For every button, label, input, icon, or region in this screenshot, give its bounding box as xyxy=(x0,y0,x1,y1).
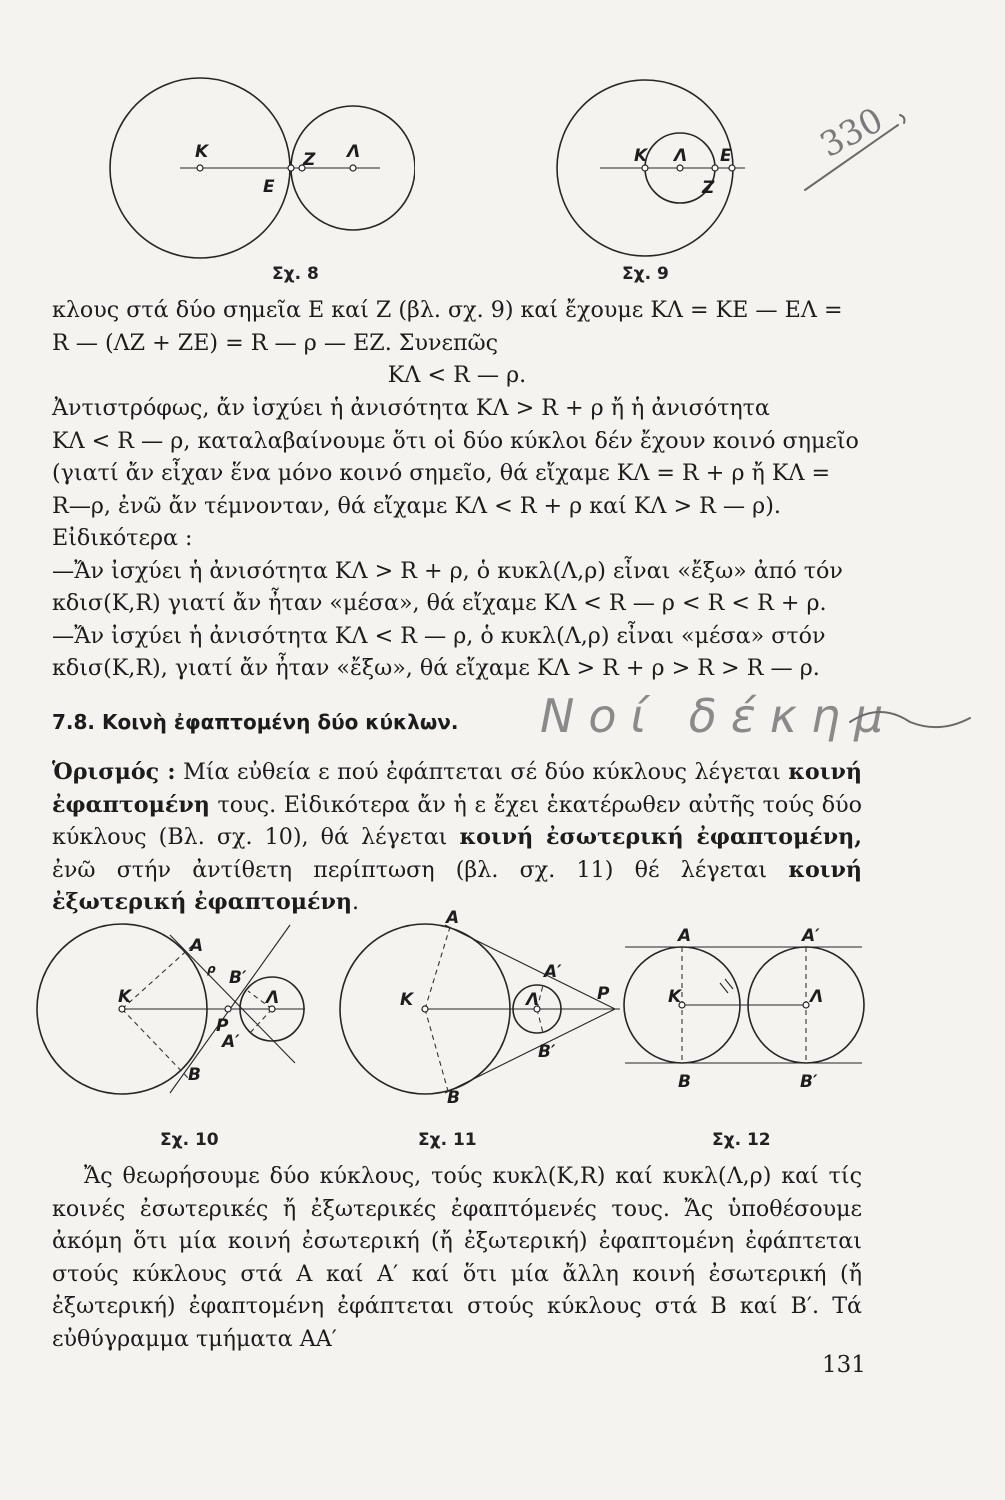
definition xyxy=(52,756,862,919)
fig12-label-a: Α xyxy=(678,926,692,946)
para2-line: ΚΛ < R — ρ, καταλαβαίνουμε ὅτι οἱ δύο κύκλοι δέν ἔχουν κοινό σημεῖο xyxy=(52,427,859,454)
fig12-label-k: Κ xyxy=(668,987,682,1007)
para3-text: Ἄς θεωρήσουμε δύο κύκλους, τούς κυκλ(Κ,R) καί κυκλ(Λ,ρ) καί τίς κοινές ἐσωτερικές ἤ ἐξωτερικές ἐφαπτόμενές τους. Ἄς ὑποθέσουμε ἀκόμη ὅτι μία κοινή ἐσωτερική (ἤ ἐξωτερική) ἐφαπτομένη ἐφάπτεται στούς κύκλους στά Α καί Α′ καί ὅτι μία ἄλλη κοινή ἐσωτερική (ἤ ἐξωτερική) ἐφαπτομένη ἐφάπτεται στούς κύκλους στά Β καί Β′. Τά εὐθύγραμμα τμήματα ΑΑ′ xyxy=(52,1163,862,1352)
fig8-label-k: Κ xyxy=(195,142,209,162)
handwritten-text: Νοί δέκημ xyxy=(540,689,898,743)
definition-label: Ὁρισμός : xyxy=(52,759,176,785)
definition-end: . xyxy=(352,889,360,915)
fig9-label-k: Κ xyxy=(634,146,648,166)
formula: ΚΛ < R — ρ. xyxy=(387,362,527,388)
fig12-label-bp: Β′ xyxy=(800,1072,818,1092)
para2-line: R—ρ, ἐνῶ ἄν τέμνονταν, θά εἴχαμε ΚΛ < R + ρ καί ΚΛ > R — ρ). xyxy=(52,492,781,519)
paragraph-2 xyxy=(52,392,862,685)
term-internal-tangent: κοινή ἐσωτερική ἐφαπτομένη, xyxy=(459,824,862,850)
para2-line: κδισ(Κ,R) γιατί ἄν ἦταν «μέσα», θά εἴχαμε ΚΛ < R — ρ < R < R + ρ. xyxy=(52,590,827,616)
definition-text: ἐνῶ στήν ἀντίθετη περίπτωση (βλ. σχ. 11) θέ λέγεται xyxy=(52,856,768,883)
fig10-label-bp: Β′ xyxy=(229,968,247,988)
fig11-label-k: Κ xyxy=(400,990,414,1010)
para2-line: —Ἄν ἰσχύει ἡ ἀνισότητα ΚΛ < R — ρ, ὁ κυκλ(Λ,ρ) εἶναι «μέσα» στόν xyxy=(52,622,826,649)
figure-11 xyxy=(330,905,630,1125)
fig8-label-l: Λ xyxy=(347,142,361,162)
definition-text: τους. Εἰδικότερα ἄν ἡ ε ἔχει ἑκατέρωθεν αὐτῆς τούς δύο κύκλους (Βλ. σχ. 10), θά λέγεται xyxy=(52,791,862,850)
fig11-label-ap: Α′ xyxy=(544,962,562,982)
page-number: 131 xyxy=(822,1352,866,1378)
fig10-caption: Σχ. 10 xyxy=(160,1130,219,1150)
fig11-label-p: Ρ xyxy=(597,984,610,1004)
para2-line: κδισ(Κ,R), γιατί ἄν ἦταν «ἔξω», θά εἴχαμε ΚΛ > R + ρ > R > R — ρ. xyxy=(52,655,820,681)
definition-text: Μία εὐθεία ε πού ἐφάπτεται σέ δύο κύκλους λέγεται xyxy=(183,759,781,785)
fig10-label-rho: ρ xyxy=(207,962,216,976)
fig12-label-l: Λ xyxy=(810,987,824,1007)
para2-line: (γιατί ἄν εἶχαν ἕνα μόνο κοινό σημεῖο, θά εἴχαμε ΚΛ = R + ρ ἤ ΚΛ = xyxy=(52,460,831,486)
fig10-label-a: Α xyxy=(190,936,204,956)
margin-note xyxy=(800,95,915,209)
figure-8 xyxy=(95,75,415,275)
fig10-label-ap: Α′ xyxy=(222,1032,240,1052)
fig10-label-b: Β xyxy=(188,1065,201,1085)
fig11-label-bp: Β′ xyxy=(538,1042,556,1062)
para2-line: Εἰδικότερα : xyxy=(52,525,193,551)
figure-12 xyxy=(620,905,870,1125)
fig12-label-b: Β xyxy=(678,1072,691,1092)
fig8-caption: Σχ. 8 xyxy=(272,264,319,284)
paragraph-3 xyxy=(52,1160,862,1355)
fig9-label-e: Ε xyxy=(720,146,732,166)
term-common-tangent: κοινή ἐφαπτομένη xyxy=(52,759,862,818)
fig11-label-b: Β xyxy=(447,1088,460,1108)
fig9-label-l: Λ xyxy=(674,146,688,166)
fig10-label-p: Ρ xyxy=(216,1016,229,1036)
para1-line: κλους στά δύο σημεῖα Ε καί Ζ (βλ. σχ. 9) καί ἔχουμε ΚΛ = ΚΕ — ΕΛ = xyxy=(52,297,843,323)
para2-line: —Ἄν ἰσχύει ἡ ἀνισότητα ΚΛ > R + ρ, ὁ κυκλ(Λ,ρ) εἶναι «ἔξω» ἀπό τόν xyxy=(52,557,843,584)
fig11-label-l: Λ xyxy=(526,990,540,1010)
section-heading: 7.8. Κοινὴ ἐφαπτομένη δύο κύκλων. xyxy=(52,710,459,734)
margin-note-text: 330 xyxy=(813,100,890,166)
fig9-label-z: Ζ xyxy=(702,178,715,198)
handwritten-note xyxy=(520,682,990,756)
figure-10 xyxy=(30,905,320,1125)
fig11-caption: Σχ. 11 xyxy=(418,1130,477,1150)
fig10-label-k: Κ xyxy=(118,987,132,1007)
fig12-label-ap: Α′ xyxy=(802,926,820,946)
figure-9 xyxy=(540,75,760,275)
fig12-caption: Σχ. 12 xyxy=(712,1130,771,1150)
fig10-label-l: Λ xyxy=(266,988,280,1008)
fig8-label-e: Ε xyxy=(263,177,275,197)
fig8-label-z: Ζ xyxy=(303,150,316,170)
paragraph-1 xyxy=(52,294,862,392)
fig11-label-a: Α xyxy=(446,908,460,928)
para1-line: R — (ΛΖ + ΖΕ) = R — ρ — ΕΖ. Συνεπῶς xyxy=(52,329,499,356)
fig9-caption: Σχ. 9 xyxy=(622,264,669,284)
term-external-tangent: κοινή ἐξωτερική ἐφαπτομένη xyxy=(52,856,863,915)
para2-line: Ἀντιστρόφως, ἄν ἰσχύει ἡ ἀνισότητα ΚΛ > R + ρ ἤ ἡ ἀνισότητα xyxy=(52,395,770,421)
